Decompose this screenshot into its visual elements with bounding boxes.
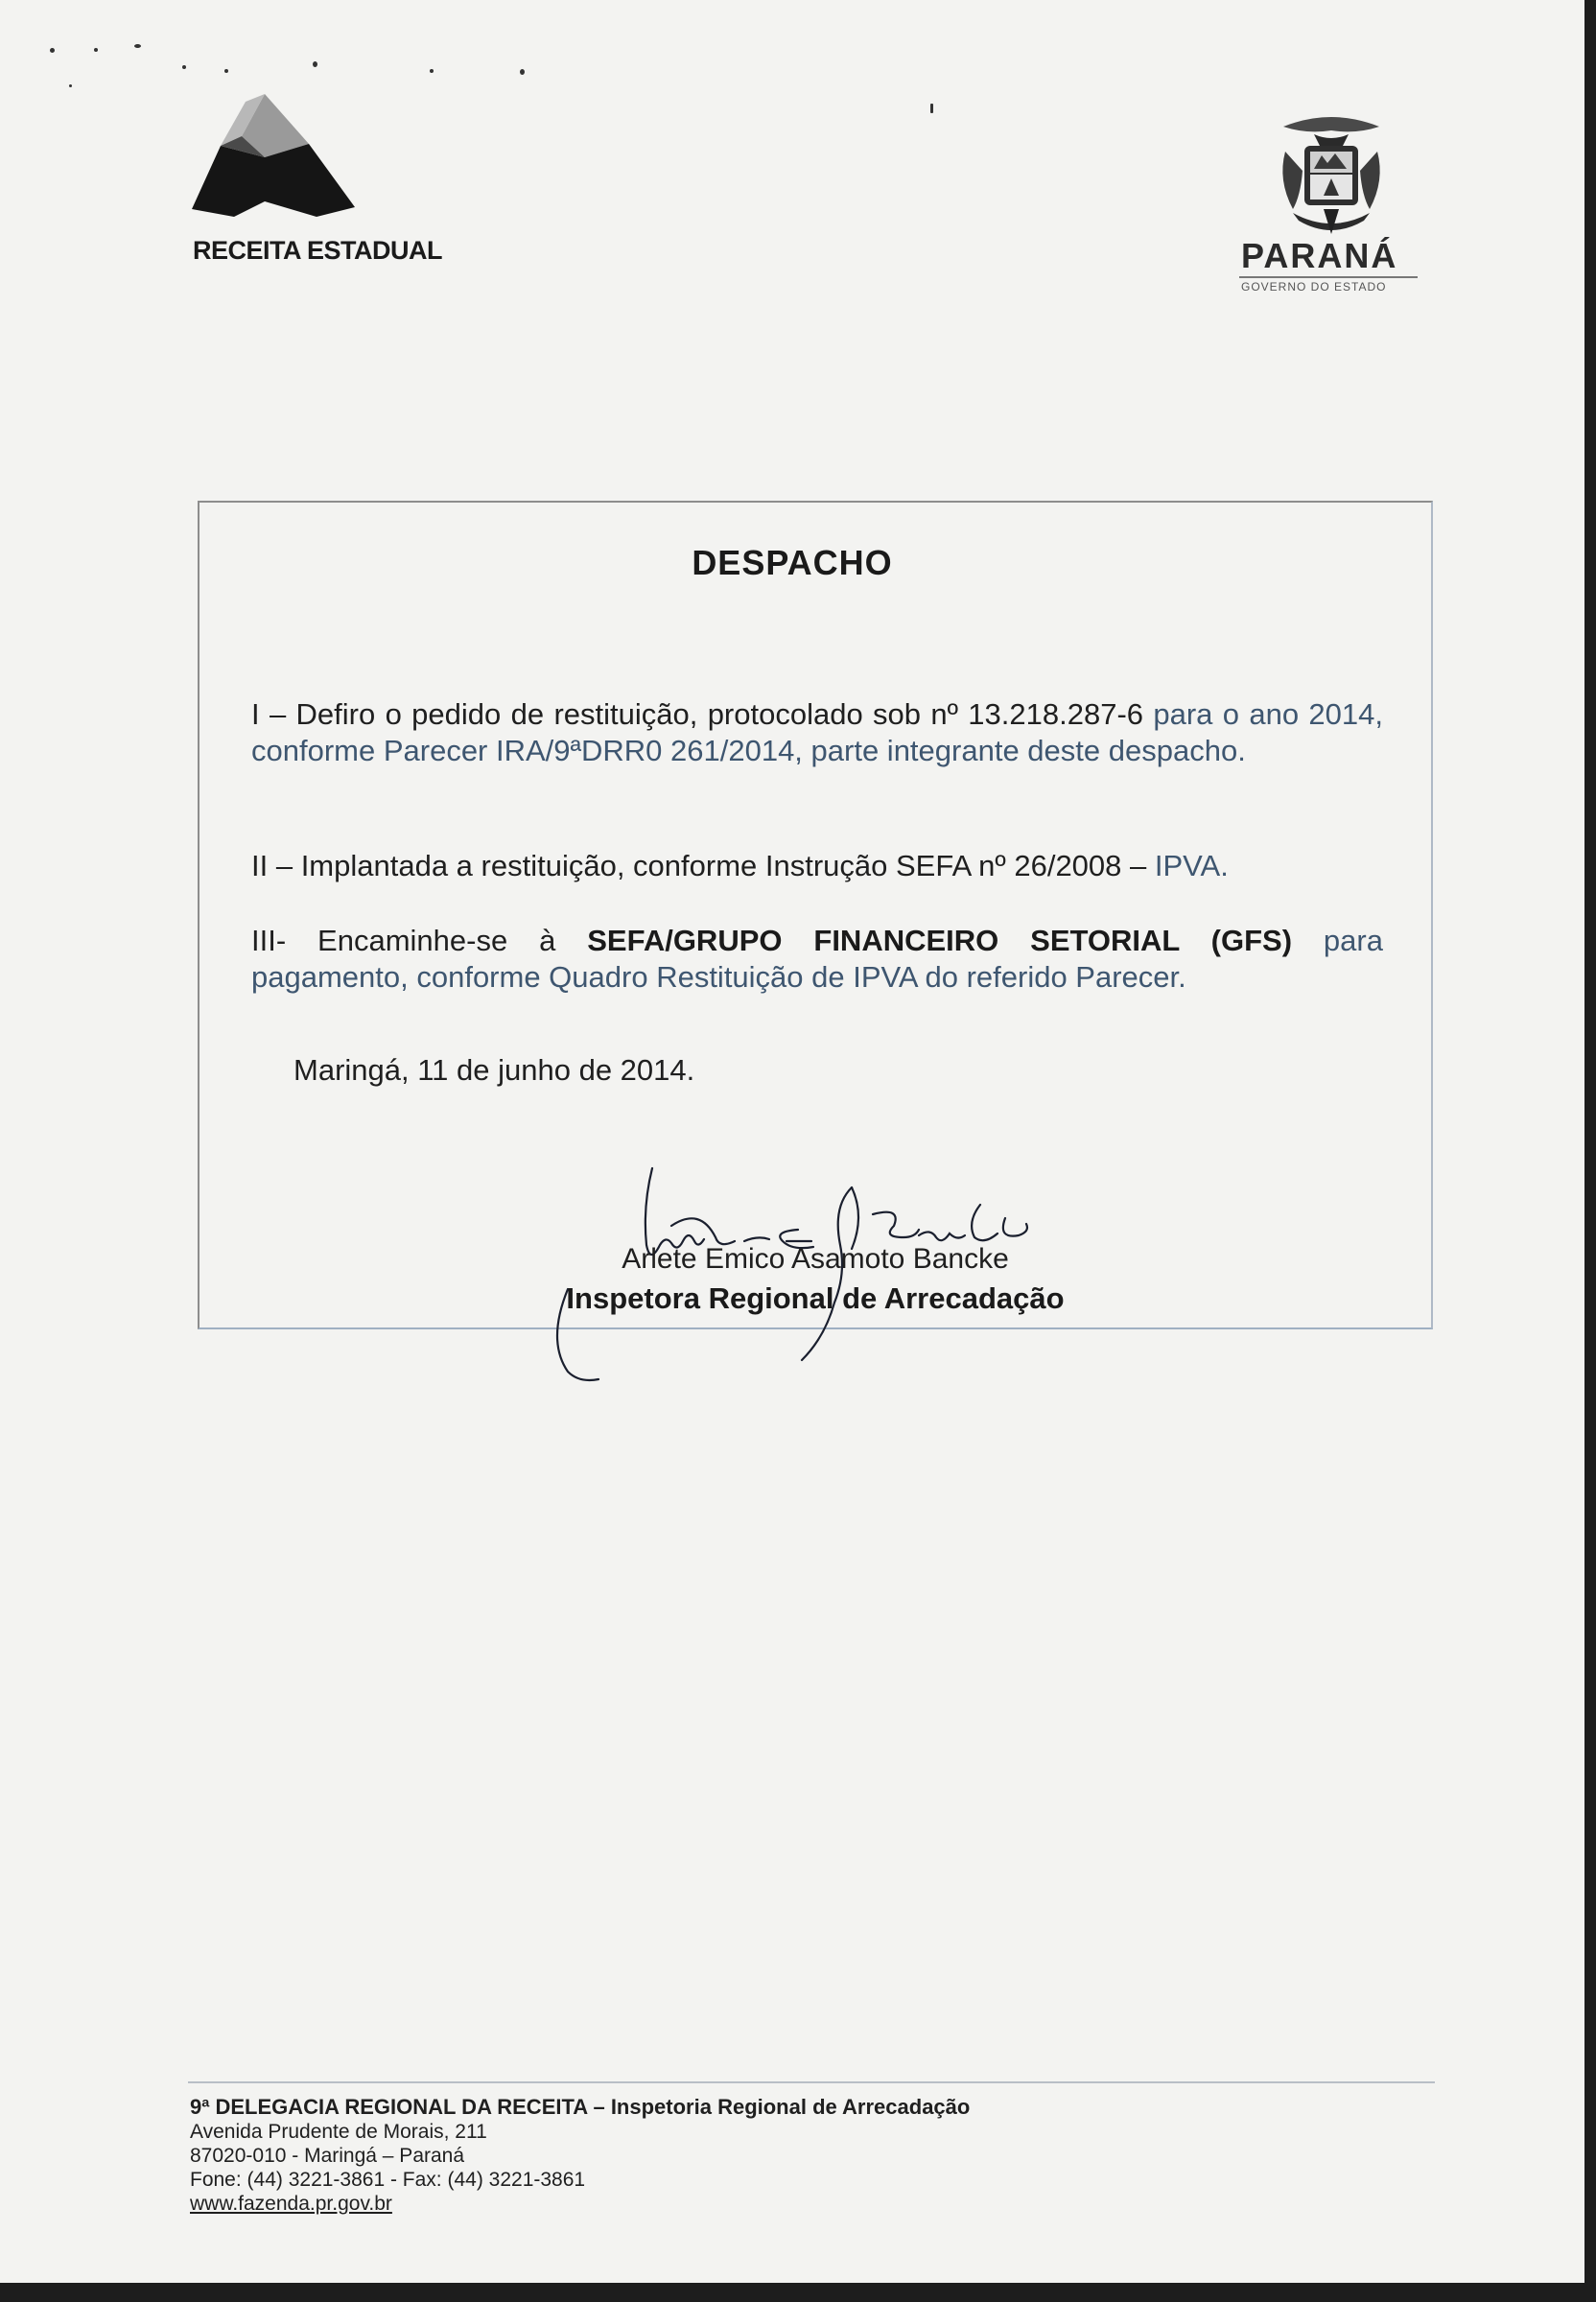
- scan-edge-right: [1584, 0, 1596, 2302]
- scan-speck: [94, 48, 98, 52]
- scan-speck: [69, 84, 72, 87]
- scan-speck: [50, 48, 55, 53]
- item1-text: I – Defiro o pedido de restituição, protocolado sob nº 13.218.287-6: [251, 697, 1144, 731]
- footer-heading: [190, 2095, 970, 2120]
- scan-speck: [430, 69, 434, 73]
- document-title: DESPACHO: [692, 543, 893, 582]
- scan-speck: [134, 44, 141, 48]
- item3-recipient: SEFA/GRUPO FINANCEIRO SETORIAL (GFS): [587, 924, 1293, 957]
- header-divider: [1239, 276, 1418, 278]
- footer-inspetoria: – Inspetoria Regional de Arrecadação: [587, 2095, 971, 2119]
- footer-contact-block: [190, 2095, 970, 2216]
- dispatch-item-3: [251, 923, 1383, 996]
- receita-estadual-label: RECEITA ESTADUAL: [193, 236, 442, 265]
- date-line: Maringá, 11 de junho de 2014.: [293, 1053, 695, 1087]
- item3-continuation: para pagamento, conforme Quadro Restituição de IPVA do referido Parecer.: [251, 924, 1383, 994]
- scan-edge-bottom: [0, 2283, 1596, 2302]
- footer-delegacia: 9ª DELEGACIA REGIONAL DA RECEITA: [190, 2095, 588, 2119]
- scan-speck: [313, 61, 317, 67]
- item3-text: III- Encaminhe-se à: [251, 924, 588, 957]
- scan-speck: [182, 65, 186, 69]
- item1-continuation: para o ano 2014, conforme Parecer IRA/9ªDRR0 261/2014, parte integrante deste despacho.: [251, 697, 1383, 767]
- footer-address: Avenida Prudente de Morais, 211: [190, 2121, 487, 2143]
- scan-speck: [224, 69, 228, 73]
- footer-city: 87020-010 - Maringá – Paraná: [190, 2145, 465, 2167]
- scan-speck: [930, 104, 933, 113]
- signer-name: Arlete Emico Asamoto Bancke: [622, 1243, 1009, 1275]
- footer-divider: [188, 2081, 1435, 2083]
- item2-continuation: IPVA.: [1146, 849, 1229, 882]
- footer-phone: Fone: (44) 3221-3861 - Fax: (44) 3221-3861: [190, 2169, 586, 2191]
- dispatch-item-1: [251, 696, 1383, 769]
- parana-state-name: PARANÁ: [1241, 236, 1398, 275]
- receita-estadual-logo: [192, 94, 364, 238]
- governo-do-estado-label: GOVERNO DO ESTADO: [1241, 280, 1387, 294]
- signer-role: Inspetora Regional de Arrecadação: [566, 1281, 1065, 1315]
- item2-text: II – Implantada a restituição, conforme Instrução SEFA nº 26/2008 –: [251, 849, 1147, 882]
- dispatch-item-2: [251, 848, 1383, 884]
- footer-website-link[interactable]: www.fazenda.pr.gov.br: [190, 2193, 392, 2215]
- scan-speck: [520, 69, 525, 75]
- parana-coat-of-arms-icon: [1264, 113, 1398, 247]
